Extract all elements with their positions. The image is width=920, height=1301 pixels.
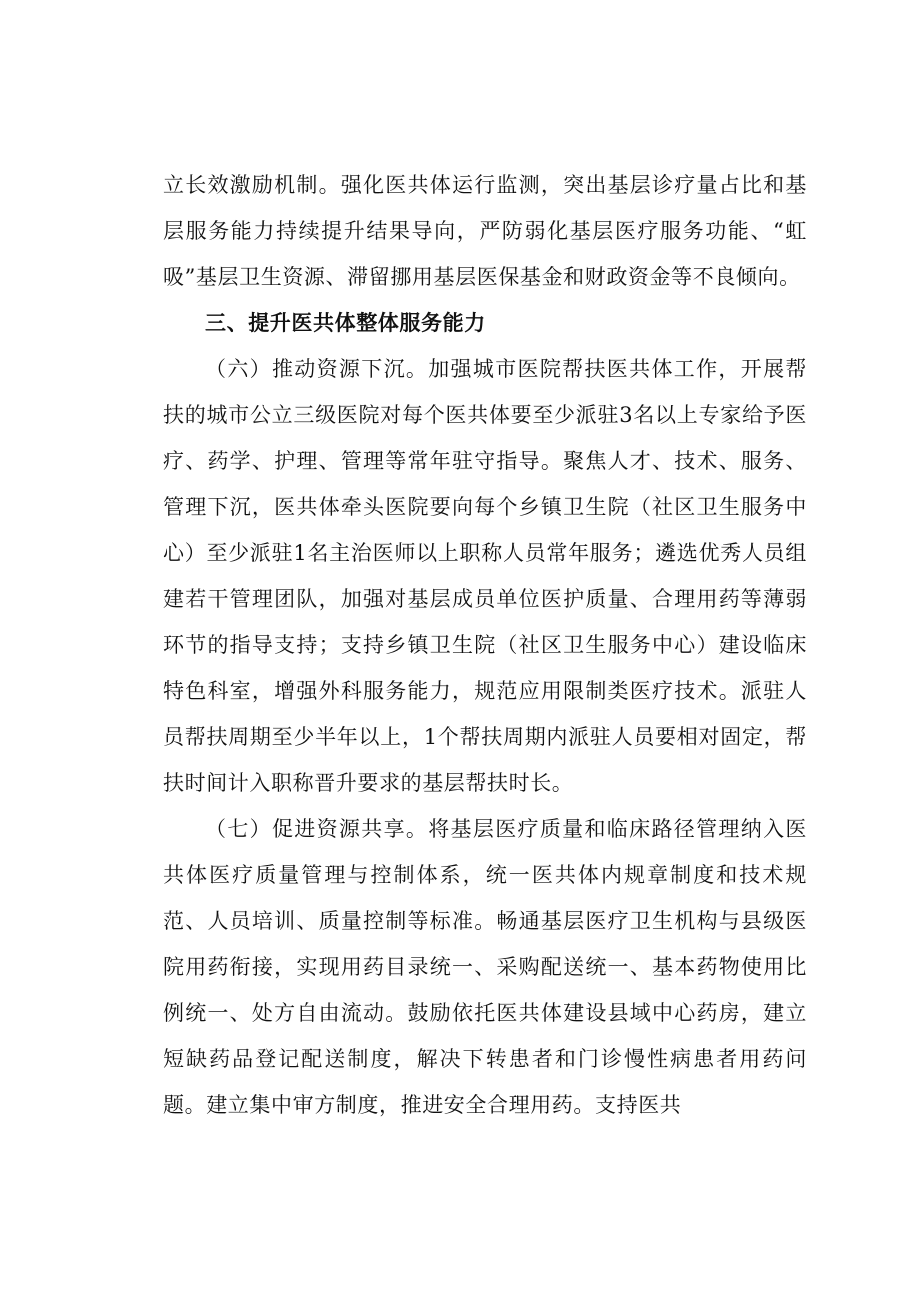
paragraph-incentive-mechanism: 立长效激励机制。强化医共体运行监测，突出基层诊疗量占比和基层服务能力持续提升结果导向，严防弱化基层医疗服务功能、“虹吸”基层卫生资源、滞留挪用基层医保基金和财政资金等不良倾向。	[163, 173, 807, 289]
paragraph-resource-sharing: （七）促进资源共享。将基层医疗质量和临床路径管理纳入医共体医疗质量管理与控制体系，统一医共体内规章制度和技术规范、人员培训、质量控制等标准。畅通基层医疗卫生机构与县级医院用药衔接，实现用药目录统一、采购配送统一、基本药物使用比例统一、处方自由流动。鼓励依托医共体建设县域中心药房，建立短缺药品登记配送制度，解决下转患者和门诊慢性病患者用药问题。建立集中审方制度，推进安全合理用药。支持医共	[163, 817, 807, 1117]
section-heading-service-capacity: 三、提升医共体整体服务能力	[205, 311, 486, 335]
paragraph-resource-sinking: （六）推动资源下沉。加强城市医院帮扶医共体工作，开展帮扶的城市公立三级医院对每个医共体要至少派驻3名以上专家给予医疗、药学、护理、管理等常年驻守指导。聚焦人才、技术、服务、管理下沉，医共体牵头医院要向每个乡镇卫生院（社区卫生服务中心）至少派驻1名主治医师以上职称人员常年服务；遴选优秀人员组建若干管理团队，加强对基层成员单位医护质量、合理用药等薄弱环节的指导支持；支持乡镇卫生院（社区卫生服务中心）建设临床特色科室，增强外科服务能力，规范应用限制类医疗技术。派驻人员帮扶周期至少半年以上，1个帮扶周期内派驻人员要相对固定，帮扶时间计入职称晋升要求的基层帮扶时长。	[163, 357, 807, 795]
document-body	[163, 162, 807, 1128]
